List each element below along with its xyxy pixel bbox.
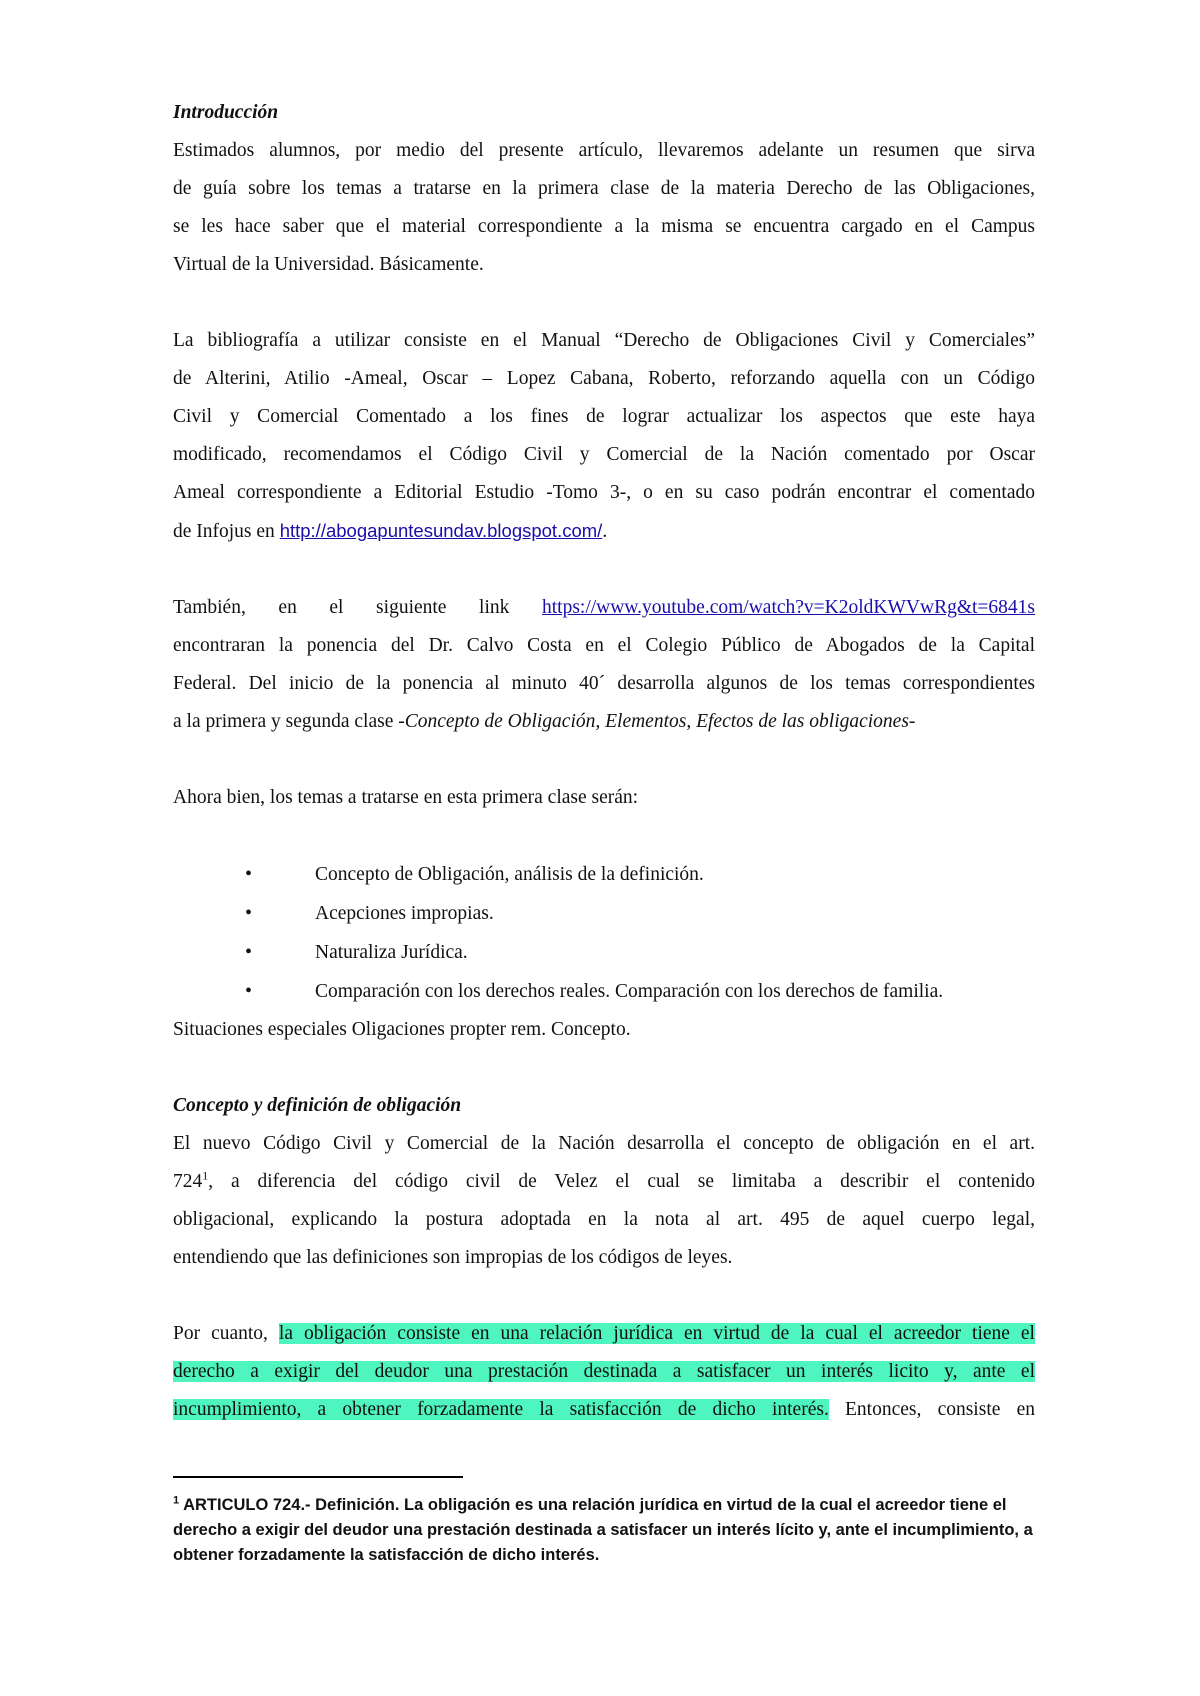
text-span: Entonces, consiste en [828, 1399, 1035, 1420]
intro-paragraph-1 [173, 132, 1035, 284]
text-line [173, 589, 1035, 627]
text-line: de Alterini, Atilio -Ameal, Oscar – Lopez Cabana, Roberto, reforzando aquella con un Código [173, 368, 1035, 389]
list-item-text: Acepciones impropias. [315, 903, 494, 924]
footnote [173, 1493, 1033, 1568]
text-span: . [602, 521, 608, 542]
intro-paragraph-2 [173, 322, 1035, 551]
footnote-number: 1 [173, 1494, 180, 1507]
text-line [173, 1391, 1035, 1429]
intro-paragraph-4: Ahora bien, los temas a tratarse en esta primera clase serán: [173, 787, 639, 808]
concepto-paragraph-2 [173, 1315, 1035, 1429]
list-item [173, 894, 1035, 933]
bullet-icon: • [245, 863, 253, 885]
intro-heading: Introducción [173, 102, 279, 123]
italic-topics: Concepto de Obligación, Elementos, Efectos de las obligaciones- [404, 711, 916, 732]
footnote-ref[interactable]: 1 [202, 1168, 209, 1183]
text-span: , a diferencia del código civil de Velez el cual se limitaba a describir el contenido [208, 1171, 1035, 1192]
blog-link[interactable]: http://abogapuntesundav.blogspot.com/ [279, 520, 603, 541]
footnote-text: ARTICULO 724.- Definición. La obligación es una relación jurídica en virtud de la cual el acreedor tiene el derecho a exigir del deudor una prestación destinada a satisfacer un interés lícito y, ante el incumplimiento, a obtener forzadamente la satisfacción de dicho interés. [173, 1496, 1033, 1564]
text-span: También, en el siguiente link [173, 597, 542, 618]
document-body [173, 94, 1035, 1429]
text-line: Civil y Comercial Comentado a los fines de lograr actualizar los aspectos que este haya [173, 406, 1035, 427]
text-line [173, 1353, 1035, 1391]
text-line: Ameal correspondiente a Editorial Estudio -Tomo 3-, o en su caso podrán encontrar el comentado [173, 482, 1035, 503]
list-item-continuation: Situaciones especiales Oligaciones propter rem. Concepto. [173, 1019, 631, 1040]
bullet-icon: • [245, 980, 253, 1002]
text-line: de guía sobre los temas a tratarse en la primera clase de la materia Derecho de las Obligaciones, [173, 178, 1035, 199]
text-line: La bibliografía a utilizar consiste en el Manual “Derecho de Obligaciones Civil y Comerciales” [173, 330, 1035, 351]
highlighted-text: incumplimiento, a obtener forzadamente la satisfacción de dicho interés. [173, 1399, 829, 1420]
text-line [173, 1163, 1035, 1201]
bullet-icon: • [245, 941, 253, 963]
concepto-paragraph-1 [173, 1125, 1035, 1277]
text-line: Estimados alumnos, por medio del presente artículo, llevaremos adelante un resumen que sirva [173, 140, 1035, 161]
concepto-heading: Concepto y definición de obligación [173, 1095, 462, 1116]
text-span: de Infojus en [173, 521, 280, 542]
text-line [173, 512, 1035, 551]
list-item-text: Concepto de Obligación, análisis de la definición. [315, 864, 704, 885]
list-item [173, 972, 1035, 1011]
text-line [173, 1315, 1035, 1353]
text-line [173, 703, 1035, 741]
text-line: Federal. Del inicio de la ponencia al minuto 40´ desarrolla algunos de los temas correspondientes [173, 673, 1035, 694]
text-line: se les hace saber que el material correspondiente a la misma se encuentra cargado en el Campus [173, 216, 1035, 237]
text-line: modificado, recomendamos el Código Civil y Comercial de la Nación comentado por Oscar [173, 444, 1035, 465]
text-line: encontraran la ponencia del Dr. Calvo Costa en el Colegio Público de Abogados de la Capital [173, 635, 1035, 656]
text-span: 724 [173, 1171, 203, 1192]
highlighted-text: la obligación consiste en una relación jurídica en virtud de la cual el acreedor tiene el [278, 1323, 1035, 1344]
text-span: a la primera y segunda clase - [173, 711, 405, 732]
text-span: Por cuanto, [173, 1323, 279, 1344]
list-item-text: Naturaliza Jurídica. [315, 942, 468, 963]
text-line: Virtual de la Universidad. Básicamente. [173, 254, 484, 275]
footnote-separator [173, 1476, 463, 1478]
list-item [173, 855, 1035, 894]
list-item [173, 933, 1035, 972]
highlighted-text: derecho a exigir del deudor una prestación destinada a satisfacer un interés licito y, ante el [173, 1361, 1035, 1382]
text-line: entendiendo que las definiciones son impropias de los códigos de leyes. [173, 1247, 733, 1268]
text-line: obligacional, explicando la postura adoptada en la nota al art. 495 de aquel cuerpo legal, [173, 1209, 1035, 1230]
intro-paragraph-3 [173, 589, 1035, 741]
list-item-text: Comparación con los derechos reales. Comparación con los derechos de familia. [315, 981, 944, 1002]
text-line: El nuevo Código Civil y Comercial de la Nación desarrolla el concepto de obligación en el art. [173, 1133, 1035, 1154]
youtube-link[interactable]: https://www.youtube.com/watch?v=K2oldKWVwRg&t=6841s [541, 597, 1035, 618]
bullet-icon: • [245, 902, 253, 924]
topics-list [173, 855, 1035, 1049]
